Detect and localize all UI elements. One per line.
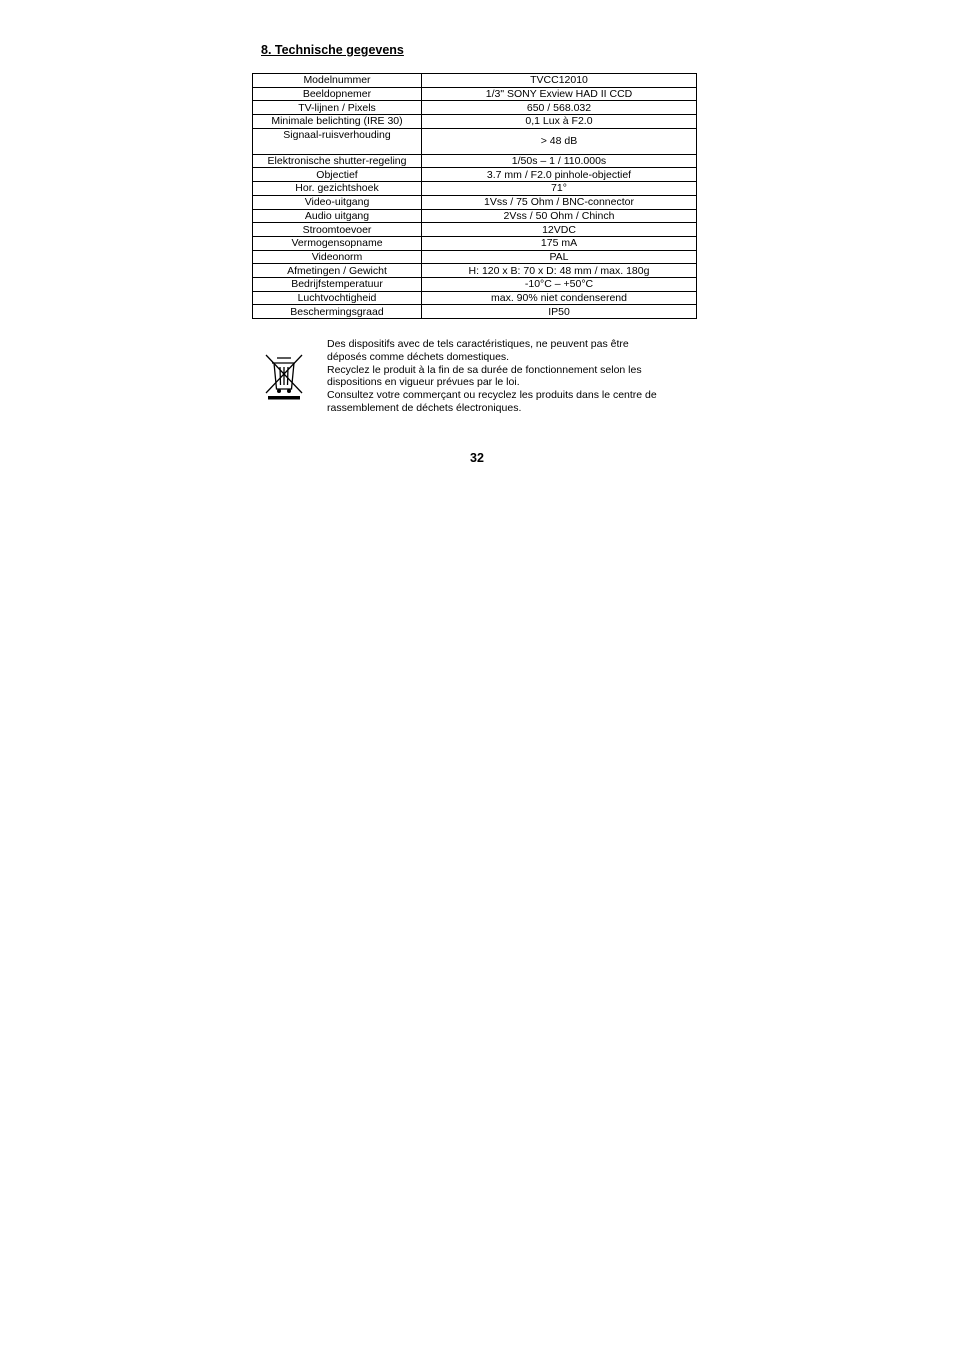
notice-line: Des dispositifs avec de tels caractéristiques, ne peuvent pas être: [327, 338, 629, 350]
notice-line: déposés comme déchets domestiques.: [327, 350, 510, 363]
table-row: [253, 291, 697, 305]
table-row: [253, 305, 697, 319]
spec-label: Signaal-ruisverhouding: [253, 128, 422, 154]
spec-value: 12VDC: [422, 223, 697, 237]
spec-value: 0,1 Lux à F2.0: [422, 115, 697, 129]
table-row: [253, 250, 697, 264]
table-row: [253, 264, 697, 278]
spec-value: 650 / 568.032: [422, 101, 697, 115]
disposal-notice: [327, 338, 697, 415]
notice-line: Recyclez le produit à la fin de sa durée de fonctionnement selon les: [327, 363, 642, 376]
page-number: 32: [470, 451, 484, 465]
table-row: [253, 195, 697, 209]
spec-label: Luchtvochtigheid: [253, 291, 422, 305]
spec-label: Beeldopnemer: [253, 87, 422, 101]
spec-value: 71°: [422, 182, 697, 196]
section-heading: 8. Technische gegevens: [261, 43, 404, 57]
spec-label: Video-uitgang: [253, 195, 422, 209]
table-row: [253, 182, 697, 196]
table-row: [253, 277, 697, 291]
spec-label: Modelnummer: [253, 74, 422, 88]
table-row: [253, 168, 697, 182]
specifications-table: [252, 73, 697, 319]
spec-label: Vermogensopname: [253, 236, 422, 250]
spec-value: IP50: [422, 305, 697, 319]
spec-value: PAL: [422, 250, 697, 264]
spec-label: Minimale belichting (IRE 30): [253, 115, 422, 129]
notice-line: rassemblement de déchets électroniques.: [327, 401, 522, 414]
spec-value: -10°C – +50°C: [422, 277, 697, 291]
spec-label: Bedrijfstemperatuur: [253, 277, 422, 291]
spec-label: TV-lijnen / Pixels: [253, 101, 422, 115]
table-row: [253, 87, 697, 101]
spec-label: Videonorm: [253, 250, 422, 264]
spec-label: Objectief: [253, 168, 422, 182]
spec-value: 1/3" SONY Exview HAD II CCD: [422, 87, 697, 101]
table-row: [253, 223, 697, 237]
table-row: [253, 74, 697, 88]
table-row: [253, 101, 697, 115]
notice-line: dispositions en vigueur prévues par le loi.: [327, 376, 520, 389]
spec-label: Hor. gezichtshoek: [253, 182, 422, 196]
spec-label: Audio uitgang: [253, 209, 422, 223]
spec-value: 175 mA: [422, 236, 697, 250]
spec-value: H: 120 x B: 70 x D: 48 mm / max. 180g: [422, 264, 697, 278]
spec-label: Afmetingen / Gewicht: [253, 264, 422, 278]
spec-value: 1/50s – 1 / 110.000s: [422, 154, 697, 168]
spec-value: 3.7 mm / F2.0 pinhole-objectief: [422, 168, 697, 182]
notice-line: Consultez votre commerçant ou recyclez les produits dans le centre de: [327, 389, 657, 402]
spec-value: > 48 dB: [422, 128, 697, 154]
table-row: [253, 154, 697, 168]
table-row: [253, 115, 697, 129]
spec-label: Beschermingsgraad: [253, 305, 422, 319]
spec-value: 1Vss / 75 Ohm / BNC-connector: [422, 195, 697, 209]
table-row: [253, 128, 697, 154]
spec-label: Stroomtoevoer: [253, 223, 422, 237]
table-row: [253, 209, 697, 223]
spec-value: max. 90% niet condenserend: [422, 291, 697, 305]
spec-label: Elektronische shutter-regeling: [253, 154, 422, 168]
spec-value: 2Vss / 50 Ohm / Chinch: [422, 209, 697, 223]
spec-value: TVCC12010: [422, 74, 697, 88]
table-row: [253, 236, 697, 250]
crossed-out-wheelie-bin-icon: [262, 352, 306, 402]
